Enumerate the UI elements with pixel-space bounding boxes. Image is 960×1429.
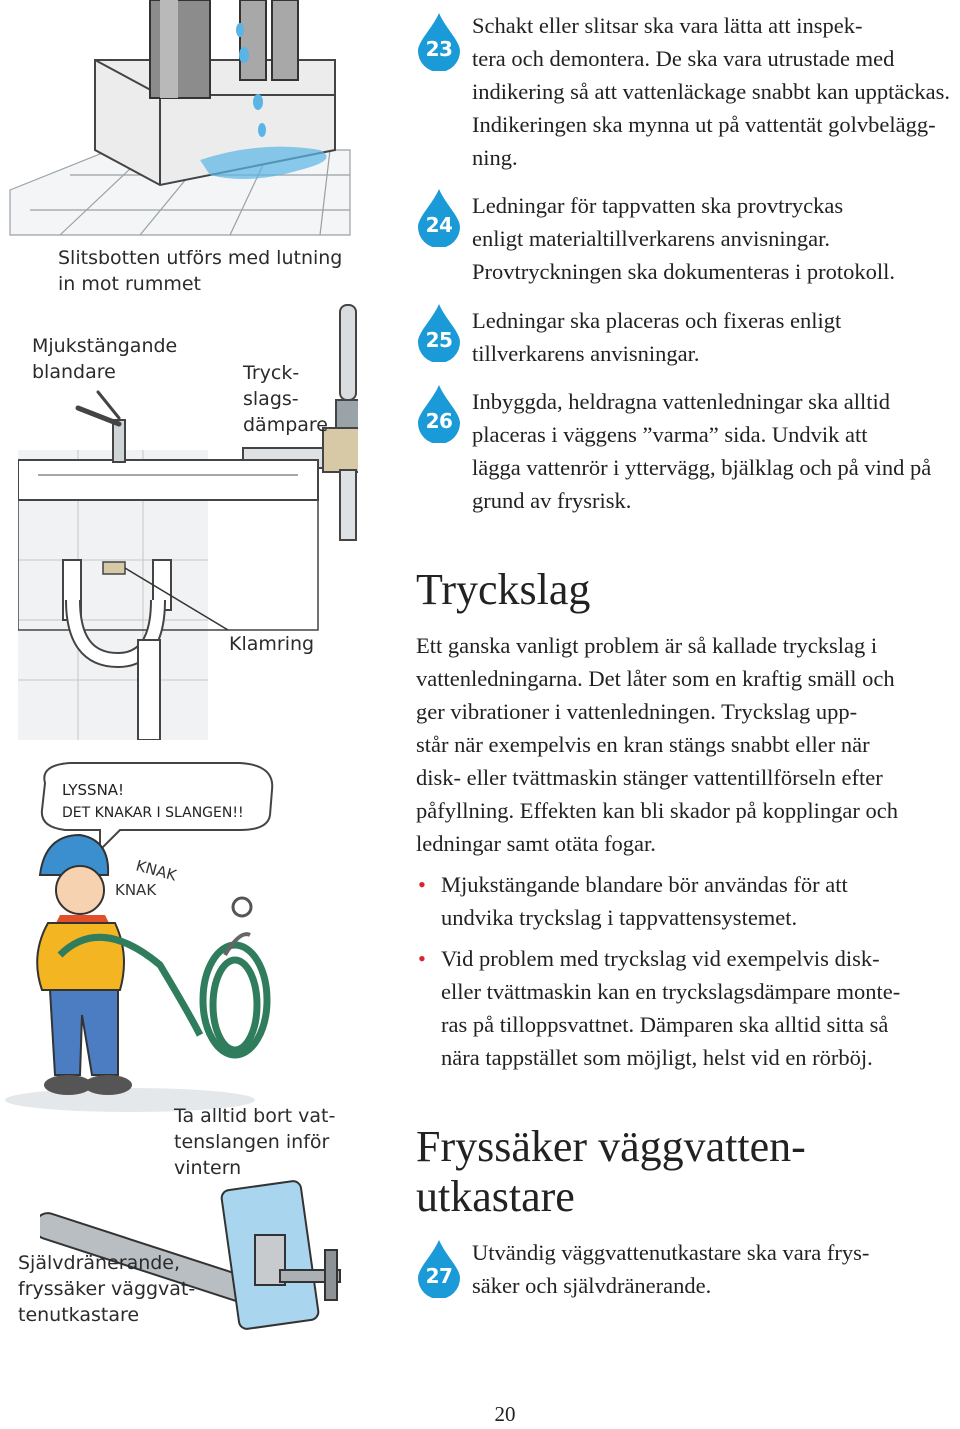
rule-text: Ledningar ska placeras och fixeras enligt tillverkarens anvisningar. [472, 308, 842, 366]
bullet-dot: • [418, 872, 426, 897]
label-dampare: Tryck- slags- dämpare [243, 362, 328, 436]
rule-text: Inbyggda, heldragna vattenledningar ska alltid placeras i väggens ”varma” sida. Undvik att lägga vattenrör i yttervägg, bjälklag och på vind på grund av frysrisk. [472, 389, 932, 513]
cartoon-illustration [0, 755, 300, 1115]
rule-27 [416, 1236, 956, 1302]
rule-text: Schakt eller slitsar ska vara lätta att inspek- tera och demontera. De ska vara utrustade med indikering så att vattenläckage snabbt kan upptäckas. Indikeringen ska mynna ut på vattentät golvbelägg- ning. [472, 13, 950, 170]
drop-icon [416, 189, 462, 247]
heading-fryssaker: Fryssäker väggvatten- utkastare [416, 1122, 806, 1221]
label-slangen: Ta alltid bort vat- tenslangen inför vintern [174, 1105, 336, 1179]
sound-word-1: KNAK [133, 856, 179, 885]
bullet-item [416, 868, 960, 934]
page-number: 20 [494, 1402, 516, 1426]
bullet-text: Vid problem med tryckslag vid exempelvis disk- eller tvättmaskin kan en tryckslagsdämpare monte- ras på tilloppsvattnet. Dämparen ska alltid sitta så nära tappstället som möjligt, helst vid en rörböj. [441, 946, 901, 1070]
rule-25 [416, 304, 956, 370]
heading-tryckslag: Tryckslag [416, 565, 591, 614]
bullet-text: Mjukstängande blandare bör användas för att undvika tryckslag i tappvattensystemet. [441, 872, 848, 930]
tryckslag-paragraph: Ett ganska vanligt problem är så kallade tryckslag i vattenledningarna. Det låter som en kraftig smäll och ger vibrationer i vattenledningen. Tryckslag upp- står när exempelvis en kran stängs snabbt eller när disk- eller tvättmaskin stänger vattentillförseln efter påfyllning. Effekten kan bli skador på kopplingar och ledningar samt otäta fogar. [416, 633, 898, 856]
speech-line-1: LYSSNA! [62, 781, 125, 799]
drop-icon [416, 385, 462, 443]
label-blandare: Mjukstängande blandare [32, 335, 178, 383]
rule-24 [416, 189, 956, 288]
rule-number: 26 [425, 409, 453, 433]
tryckslag-bullets [416, 868, 960, 1082]
rule-number: 25 [425, 328, 453, 352]
label-utkastare: Självdränerande, fryssäker väggvat- tenutkastare [18, 1252, 196, 1326]
speech-line-2: DET KNAKAR I SLANGEN!! [62, 805, 244, 821]
label-slitsbotten: Slitsbotten utförs med lutning in mot rummet [58, 247, 343, 295]
rule-text: Ledningar för tappvatten ska provtryckas enligt materialtillverkarens anvisningar. Provtryckningen ska dokumenteras i protokoll. [472, 193, 896, 284]
rule-number: 27 [425, 1264, 453, 1288]
sound-word-2: KNAK [115, 881, 157, 899]
shaft-illustration [0, 0, 360, 240]
rule-26 [416, 385, 956, 517]
drop-icon [416, 1240, 462, 1298]
bullet-item [416, 942, 960, 1074]
label-klamring: Klamring [229, 633, 315, 655]
bullet-dot: • [418, 946, 426, 971]
drop-icon [416, 13, 462, 71]
rule-number: 23 [425, 37, 453, 61]
drop-icon [416, 304, 462, 362]
rule-23 [416, 9, 956, 174]
rule-text: Utvändig väggvattenutkastare ska vara frys- säker och självdränerande. [472, 1240, 870, 1298]
rule-number: 24 [425, 213, 453, 237]
